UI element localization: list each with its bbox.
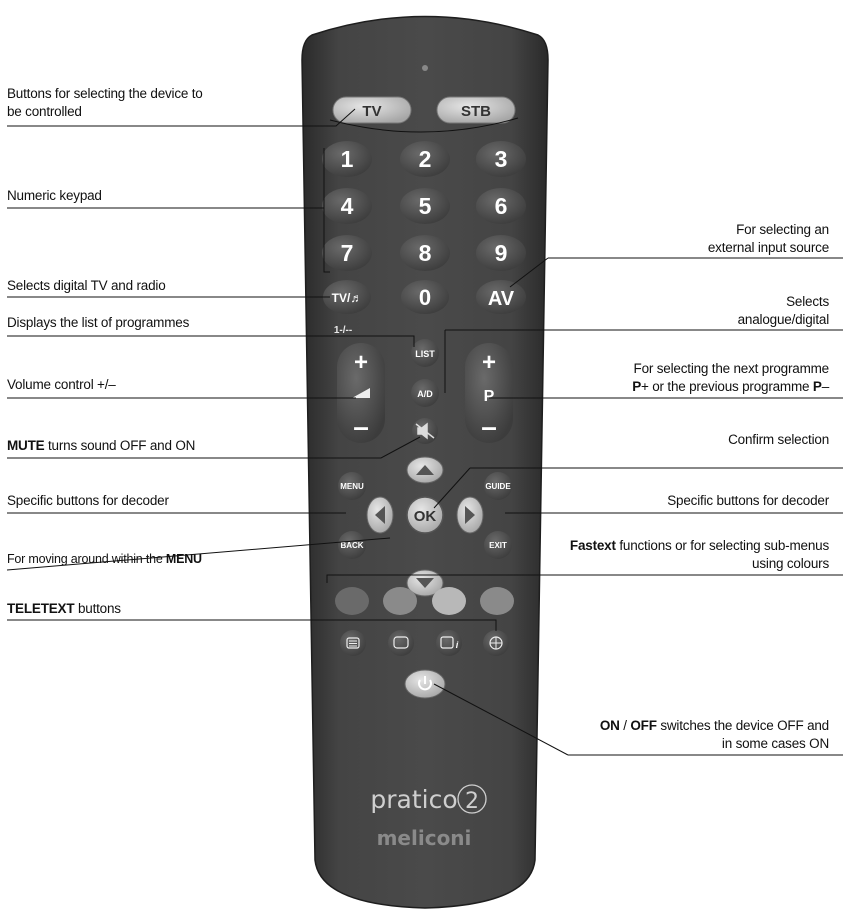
exit-label: EXIT [489,541,507,550]
label-onoff-line2: in some cases ON [721,736,829,751]
number-label-5: 5 [418,193,432,219]
number-label-3: 3 [494,146,508,172]
label-teletext: TELETEXT buttons [7,601,121,616]
program-p-label: P [483,388,495,405]
label-menu-move: For moving around within the MENU [7,552,202,566]
label-confirm: Confirm selection [728,432,829,447]
ok-label: OK [413,508,437,525]
colour-button-4[interactable] [480,587,514,615]
back-label: BACK [340,541,364,550]
label-fastext-line1: Fastext functions or for selecting sub-menus [569,538,829,553]
brand-maker: meliconi [376,826,472,850]
tv-mode-button[interactable] [388,630,414,656]
label-digital-tv: Selects digital TV and radio [7,278,166,293]
label-mute: MUTE turns sound OFF and ON [7,438,196,453]
label-numeric: Numeric keypad [7,188,102,203]
program-minus-label: – [481,411,497,442]
brand-model: pratico [370,785,458,814]
label-fastext-line2: using colours [752,556,829,571]
volume-minus-label: – [353,411,369,442]
info-i-icon: i [455,640,459,650]
number-label-2: 2 [418,146,432,172]
label-prog-line1: For selecting the next programme [633,361,829,376]
colour-button-2[interactable] [383,587,417,615]
brand-model-number: 2 [465,789,479,814]
guide-label: GUIDE [485,482,511,491]
number-label-4: 4 [340,193,354,219]
stb-device-label: STB [461,103,491,120]
program-plus-label: + [481,349,497,376]
label-prog-line2: P+ or the previous programme P– [632,379,829,394]
volume-plus-label: + [353,349,369,376]
label-volume: Volume control +/– [7,377,116,392]
tv-radio-label: TV/♬ [331,291,363,305]
led-indicator [422,65,428,71]
list-label: LIST [415,349,435,359]
label-list: Displays the list of programmes [7,315,190,330]
colour-button-3[interactable] [432,587,466,615]
number-label-7: 7 [340,240,354,266]
menu-label: MENU [340,482,364,491]
label-device-select-line2: be controlled [7,104,82,119]
label-analogue-line1: Selects [786,294,829,309]
numeric-keypad [322,141,526,271]
digit-label: 1-/-- [333,325,353,336]
label-external-line1: For selecting an [736,222,829,237]
number-label-8: 8 [418,240,432,266]
number-label-6: 6 [494,193,508,219]
label-decoder-left: Specific buttons for decoder [7,493,169,508]
label-external-line2: external input source [707,240,829,255]
label-onoff-line1: ON / OFF switches the device OFF and [599,718,829,733]
label-analogue-line2: analogue/digital [737,312,829,327]
av-label: AV [487,288,515,310]
colour-button-1[interactable] [335,587,369,615]
ad-label: A/D [417,389,433,399]
label-decoder-right: Specific buttons for decoder [667,493,829,508]
label-device-select-line1: Buttons for selecting the device to [7,86,203,101]
number-label-1: 1 [340,146,354,172]
number-label-9: 9 [494,240,508,266]
zero-label: 0 [418,285,432,310]
tv-device-label: TV [362,103,382,120]
